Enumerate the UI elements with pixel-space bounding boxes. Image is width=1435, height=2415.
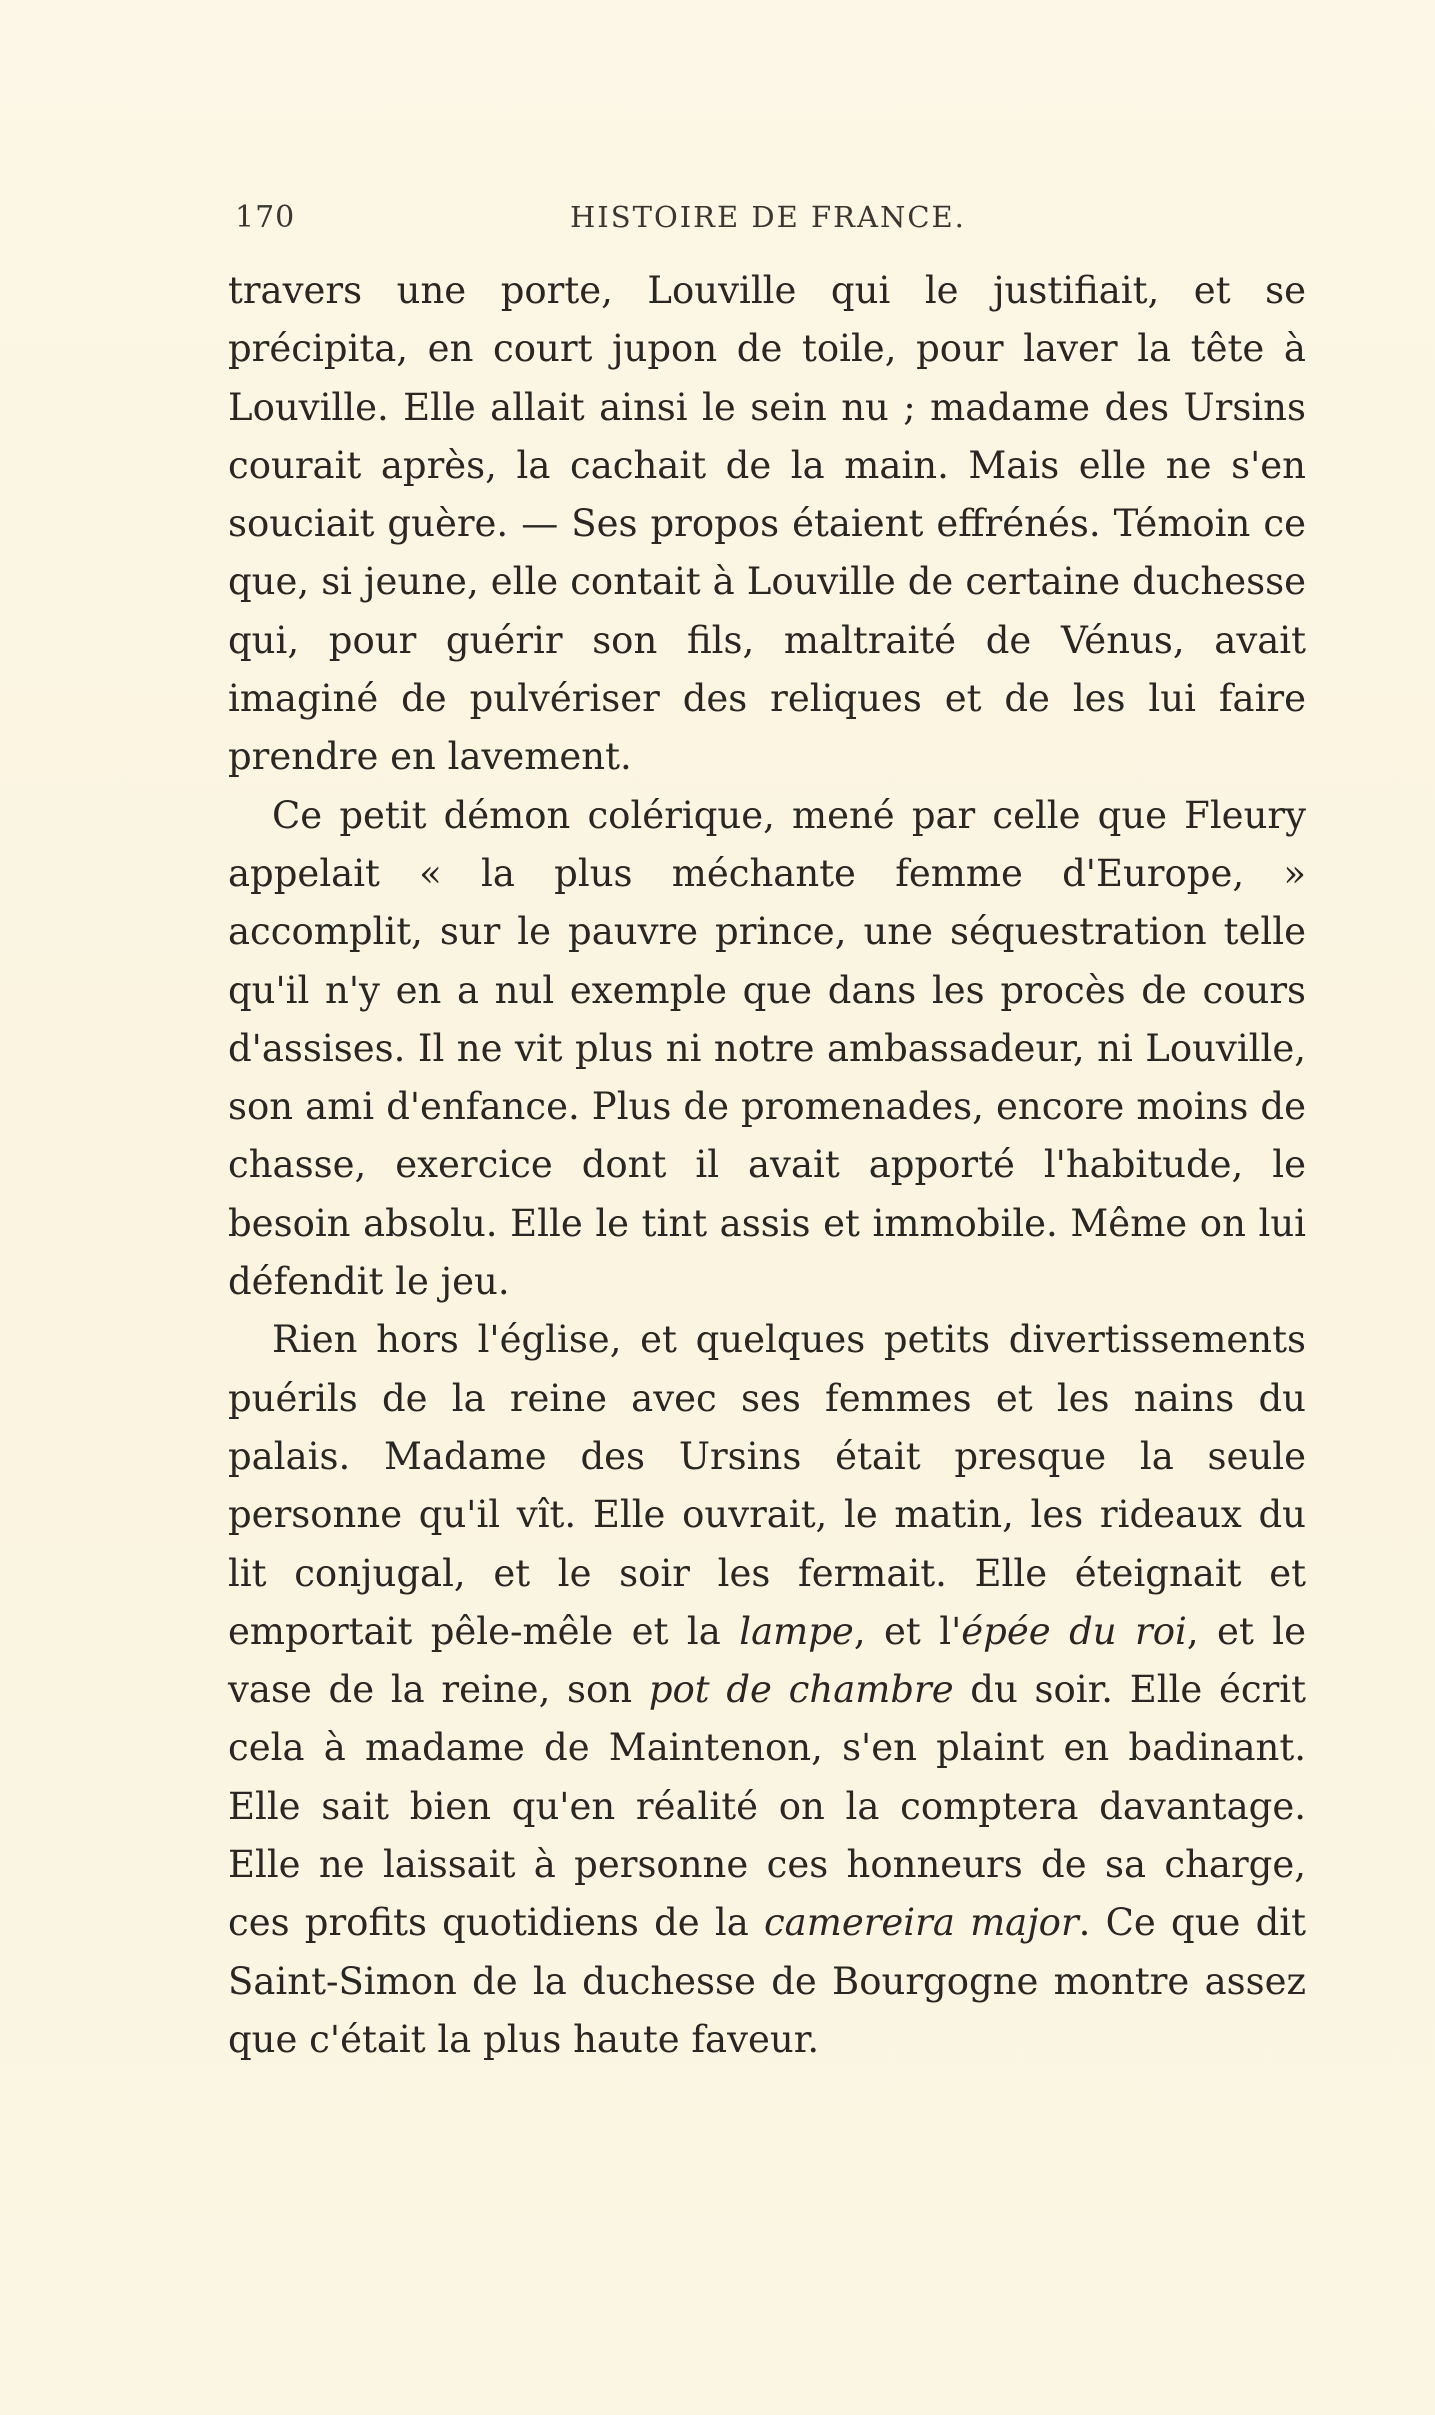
paragraph-3-text: du soir. Elle écrit cela à madame de Maintenon, s'en plaint en badinant. Elle sait bien qu'en réalité on la comptera davantage. Elle ne laissait à personne ces honneurs de sa charge, ces profits quotidiens de la xyxy=(228,1668,1306,1945)
paragraph-3-text: . Ce que dit Saint-Simon de la duchesse de Bourgogne montre assez que c'était la plus haute faveur. xyxy=(228,1901,1306,2061)
italic-camereira-major: camereira major xyxy=(763,1901,1079,1945)
paragraph-3-text: Rien hors l'église, et quelques petits divertissements puérils de la reine avec ses femmes et les nains du palais. Madame des Ursins était presque la seule personne qu'il vît. Elle ouvrait, le matin, les rideaux du lit conjugal, et le soir les fermait. Elle éteignait et emportait pêle-mêle et la xyxy=(228,1318,1306,1653)
body-text xyxy=(228,262,1306,2069)
page-number: 170 xyxy=(235,200,296,235)
page-header xyxy=(235,200,1315,244)
paragraph-3 xyxy=(228,1311,1306,2069)
italic-pot-de-chambre: pot de chambre xyxy=(648,1668,954,1712)
paragraph-3-text: , et l' xyxy=(853,1609,962,1653)
paragraph-2: Ce petit démon colérique, mené par celle que Fleury appelait « la plus méchante femme d'Europe, » accomplit, sur le pauvre prince, une séquestration telle qu'il n'y en a nul exemple que dans les procès de cours d'assises. Il ne vit plus ni notre ambassadeur, ni Louville, son ami d'enfance. Plus de promenades, encore moins de chasse, exercice dont il avait apporté l'habitude, le besoin absolu. Elle le tint assis et immobile. Même on lui défendit le jeu. xyxy=(228,793,1306,1304)
paragraph-1: travers une porte, Louville qui le justifiait, et se précipita, en court jupon de toile, pour laver la tête à Louville. Elle allait ainsi le sein nu ; madame des Ursins courait après, la cachait de la main. Mais elle ne s'en souciait guère. — Ses propos étaient effrénés. Témoin ce que, si jeune, elle contait à Louville de certaine duchesse qui, pour guérir son fils, maltraité de Vénus, avait imaginé de pulvériser des reliques et de les lui faire prendre en lavement. xyxy=(228,269,1306,779)
italic-lampe: lampe xyxy=(739,1609,854,1653)
paragraph-3-text: , et le vase de la reine, son xyxy=(228,1609,1306,1712)
running-title: HISTOIRE DE FRANCE. xyxy=(570,200,966,234)
italic-epee-du-roi: épée du roi xyxy=(961,1609,1187,1653)
